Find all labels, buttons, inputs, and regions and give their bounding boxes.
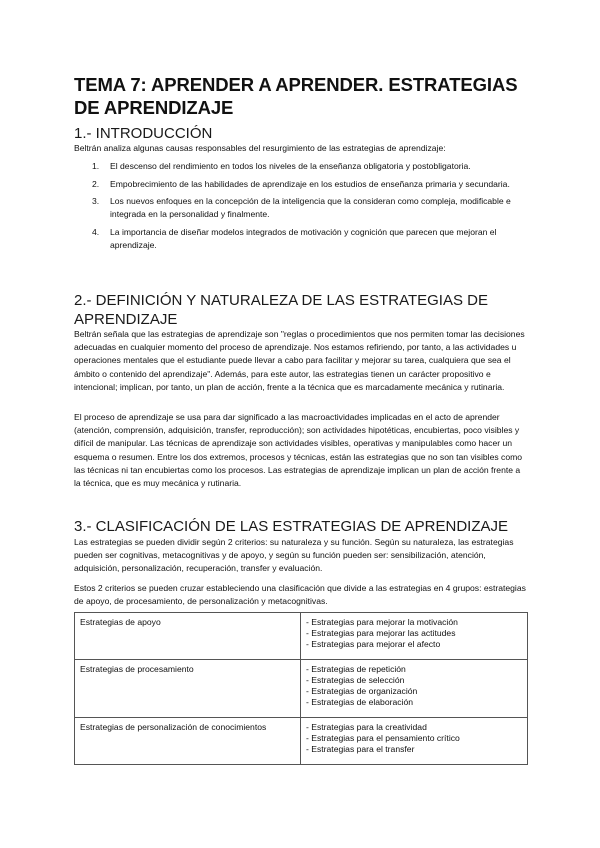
table-cell-label: Estrategias de personalización de conocimientos: [75, 718, 301, 765]
section-3-heading: 3.- CLASIFICACIÓN DE LAS ESTRATEGIAS DE APRENDIZAJE: [74, 518, 508, 535]
table-row: [75, 718, 528, 765]
strategies-table: [74, 612, 528, 765]
section-1-heading: 1.- INTRODUCCIÓN: [74, 125, 213, 142]
section-2-paragraph-2: El proceso de aprendizaje se usa para dar significado a las macroactividades implicadas en el acto de aprender (atención, comprensión, adquisición, transfer, reproducción); son actividades hipotéticas, encubiertas, poco visibles y difícil de manipular. Las técnicas de aprendizaje son actividades visibles, operativas y manipulables como hacer un esquema o resumen. Entre los dos extremos, procesos y técnicas, están las estrategias que no son tan visibles como las técnicas ni tan encubiertas como los procesos. Las estrategias de aprendizaje implican un plan de acción frente a la técnica, que es muy mecánica y rutinaria.: [74, 412, 523, 489]
section-1-intro: Beltrán analiza algunas causas responsables del resurgimiento de las estrategias de aprendizaje:: [74, 143, 446, 153]
table-row: [75, 660, 528, 718]
table-cell-items: - Estrategias de repetición - Estrategias de selección - Estrategias de organización - Estrategias de elaboración: [301, 660, 528, 718]
list-item: 4. La importancia de diseñar modelos integrados de motivación y cognición que parecen que mejoran el aprendizaje.: [92, 226, 497, 250]
table-cell-items: - Estrategias para mejorar la motivación - Estrategias para mejorar las actitudes - Estrategias para mejorar el afecto: [301, 613, 528, 660]
causes-list: [74, 160, 530, 256]
table-row: [75, 613, 528, 660]
section-2-heading: 2.- DEFINICIÓN Y NATURALEZA DE LAS ESTRATEGIAS DE APRENDIZAJE: [74, 292, 488, 328]
list-item: 2. Empobrecimiento de las habilidades de aprendizaje en los estudios de enseñanza primaria y secundaria.: [92, 178, 510, 189]
page-title: TEMA 7: APRENDER A APRENDER. ESTRATEGIAS DE APRENDIZAJE: [74, 74, 518, 118]
list-item: 1. El descenso del rendimiento en todos los niveles de la enseñanza obligatoria y postobligatoria.: [92, 161, 471, 171]
section-3-paragraph-2: Estos 2 criterios se pueden cruzar estableciendo una clasificación que divide a las estrategias en 4 grupos: estrategias de apoyo, de procesamiento, de personalización y metacognitivas.: [74, 583, 526, 607]
list-item: 3. Los nuevos enfoques en la concepción de la inteligencia que la consideran como compleja, modificable e integrada en la personalidad y finalmente.: [92, 196, 511, 219]
section-2-paragraph-1: Beltrán señala que las estrategias de aprendizaje son "reglas o procedimientos que nos permiten tomar las decisiones adecuadas en cualquier momento del proceso de aprendizaje. Nos estamos refiriendo, por tanto, a las actividades u operaciones mentales que el estudiante puede llevar a cabo para facilitar y mejorar su tarea, cualquiera que sea el ámbito o contenido del aprendizaje". Además, para este autor, las estrategias tienen un carácter propositivo e intencional; implican, por tanto, un plan de acción, frente a la técnica que es marcadamente mecánica y rutinaria.: [74, 329, 525, 392]
section-3-paragraph-1: Las estrategias se pueden dividir según 2 criterios: su naturaleza y su función. Según su naturaleza, las estrategias pueden ser cognitivas, metacognitivas y de apoyo, y según su función pueden ser: sensibilización, atención, adquisición, personalización, recuperación, transfer y evaluación.: [74, 537, 514, 574]
table-cell-label: Estrategias de apoyo: [75, 613, 301, 660]
table-cell-label: Estrategias de procesamiento: [75, 660, 301, 718]
table-cell-items: - Estrategias para la creatividad - Estrategias para el pensamiento crítico - Estrategias para el transfer: [301, 718, 528, 765]
